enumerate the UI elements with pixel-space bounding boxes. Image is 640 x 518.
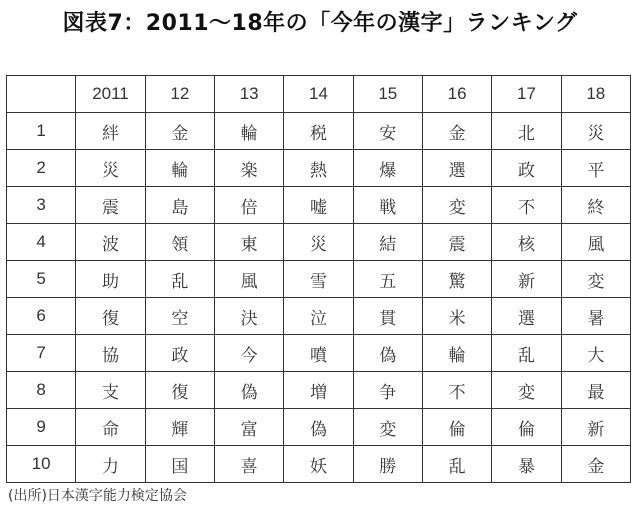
table-row [7, 150, 631, 187]
kanji-cell: 勝 [353, 446, 422, 483]
kanji-cell: 命 [76, 409, 145, 446]
page-title: 図表7：2011～18年の「今年の漢字」ランキング [62, 11, 578, 36]
kanji-cell: 暑 [561, 298, 630, 335]
kanji-cell: 乱 [492, 335, 561, 372]
year-header: 12 [145, 76, 214, 113]
kanji-cell: 平 [561, 150, 630, 187]
kanji-cell: 復 [145, 372, 214, 409]
rank-cell: 6 [7, 298, 76, 335]
kanji-cell: 熱 [284, 150, 353, 187]
kanji-cell: 喜 [214, 446, 283, 483]
kanji-cell: 変 [353, 409, 422, 446]
kanji-cell: 新 [561, 409, 630, 446]
kanji-cell: 驚 [422, 261, 491, 298]
year-header: 18 [561, 76, 630, 113]
kanji-cell: 空 [145, 298, 214, 335]
kanji-cell: 力 [76, 446, 145, 483]
kanji-cell: 国 [145, 446, 214, 483]
rank-cell: 9 [7, 409, 76, 446]
kanji-cell: 今 [214, 335, 283, 372]
rank-cell: 3 [7, 187, 76, 224]
year-header: 17 [492, 76, 561, 113]
year-header: 2011 [76, 76, 145, 113]
kanji-cell: 島 [145, 187, 214, 224]
corner-cell [7, 76, 76, 113]
kanji-cell: 争 [353, 372, 422, 409]
kanji-cell: 助 [76, 261, 145, 298]
rank-cell: 1 [7, 113, 76, 150]
rank-cell: 7 [7, 335, 76, 372]
kanji-cell: 金 [145, 113, 214, 150]
rank-cell: 10 [7, 446, 76, 483]
kanji-cell: 震 [422, 224, 491, 261]
kanji-cell: 倫 [422, 409, 491, 446]
kanji-ranking-table [6, 75, 631, 483]
table-row [7, 335, 631, 372]
kanji-cell: 妖 [284, 446, 353, 483]
rank-cell: 5 [7, 261, 76, 298]
kanji-cell: 暴 [492, 446, 561, 483]
kanji-cell: 輪 [214, 113, 283, 150]
kanji-cell: 協 [76, 335, 145, 372]
kanji-cell: 噴 [284, 335, 353, 372]
kanji-cell: 安 [353, 113, 422, 150]
kanji-cell: 復 [76, 298, 145, 335]
kanji-cell: 風 [561, 224, 630, 261]
kanji-cell: 泣 [284, 298, 353, 335]
rank-cell: 2 [7, 150, 76, 187]
kanji-cell: 米 [422, 298, 491, 335]
kanji-cell: 雪 [284, 261, 353, 298]
kanji-cell: 偽 [284, 409, 353, 446]
kanji-cell: 輪 [422, 335, 491, 372]
kanji-cell: 支 [76, 372, 145, 409]
kanji-cell: 絆 [76, 113, 145, 150]
kanji-cell: 偽 [214, 372, 283, 409]
kanji-cell: 東 [214, 224, 283, 261]
kanji-cell: 結 [353, 224, 422, 261]
kanji-cell: 楽 [214, 150, 283, 187]
kanji-cell: 税 [284, 113, 353, 150]
table-row [7, 298, 631, 335]
kanji-cell: 偽 [353, 335, 422, 372]
kanji-cell: 終 [561, 187, 630, 224]
kanji-cell: 災 [561, 113, 630, 150]
kanji-cell: 決 [214, 298, 283, 335]
table-header-row [7, 76, 631, 113]
table-row [7, 113, 631, 150]
kanji-cell: 変 [561, 261, 630, 298]
year-header: 14 [284, 76, 353, 113]
kanji-cell: 風 [214, 261, 283, 298]
kanji-cell: 爆 [353, 150, 422, 187]
kanji-cell: 不 [492, 187, 561, 224]
rank-cell: 8 [7, 372, 76, 409]
kanji-cell: 最 [561, 372, 630, 409]
kanji-cell: 災 [76, 150, 145, 187]
kanji-cell: 貫 [353, 298, 422, 335]
kanji-cell: 増 [284, 372, 353, 409]
kanji-cell: 乱 [422, 446, 491, 483]
kanji-cell: 戦 [353, 187, 422, 224]
year-header: 13 [214, 76, 283, 113]
kanji-cell: 災 [284, 224, 353, 261]
year-header: 16 [422, 76, 491, 113]
kanji-cell: 金 [422, 113, 491, 150]
kanji-cell: 輪 [145, 150, 214, 187]
kanji-cell: 五 [353, 261, 422, 298]
kanji-cell: 大 [561, 335, 630, 372]
kanji-cell: 新 [492, 261, 561, 298]
table-row [7, 261, 631, 298]
kanji-cell: 政 [492, 150, 561, 187]
kanji-cell: 倍 [214, 187, 283, 224]
kanji-cell: 輝 [145, 409, 214, 446]
kanji-cell: 変 [422, 187, 491, 224]
kanji-cell: 金 [561, 446, 630, 483]
rank-cell: 4 [7, 224, 76, 261]
kanji-cell: 核 [492, 224, 561, 261]
kanji-cell: 北 [492, 113, 561, 150]
kanji-cell: 領 [145, 224, 214, 261]
table-row [7, 409, 631, 446]
kanji-cell: 乱 [145, 261, 214, 298]
kanji-cell: 変 [492, 372, 561, 409]
table-row [7, 446, 631, 483]
year-header: 15 [353, 76, 422, 113]
table-body [7, 76, 631, 483]
kanji-cell: 選 [422, 150, 491, 187]
kanji-cell: 波 [76, 224, 145, 261]
kanji-cell: 政 [145, 335, 214, 372]
kanji-cell: 不 [422, 372, 491, 409]
kanji-cell: 倫 [492, 409, 561, 446]
source-note: (出所)日本漢字能力検定協会 [8, 488, 187, 504]
table-row [7, 372, 631, 409]
kanji-cell: 嘘 [284, 187, 353, 224]
table-row [7, 187, 631, 224]
kanji-cell: 震 [76, 187, 145, 224]
table-row [7, 224, 631, 261]
kanji-cell: 富 [214, 409, 283, 446]
kanji-cell: 選 [492, 298, 561, 335]
